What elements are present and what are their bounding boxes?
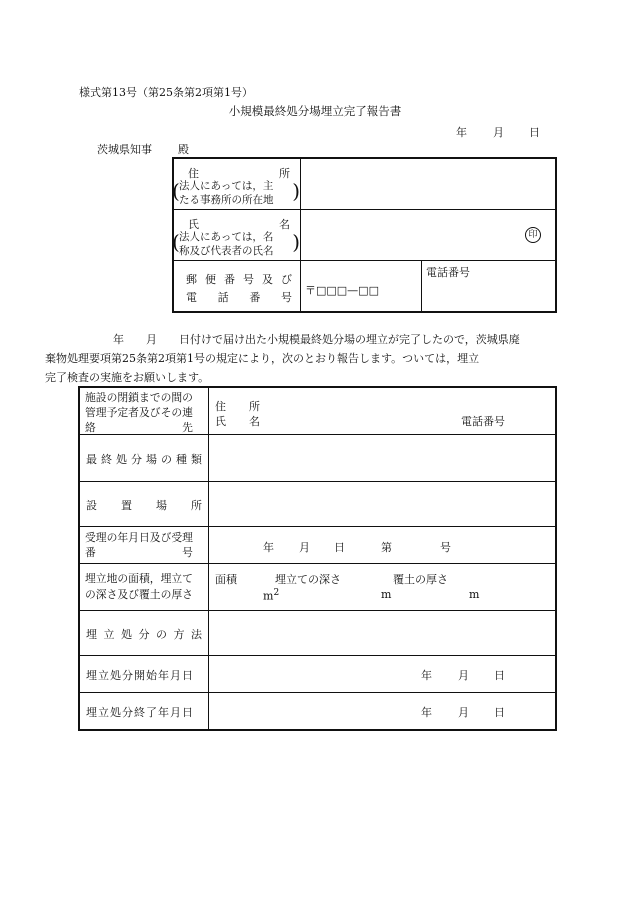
facility-type-label-cell [79,435,209,482]
postal-label-line1 [186,271,292,287]
location-row [79,482,556,527]
receipt-go: 号 [440,541,451,554]
label-char: 法 [191,628,202,641]
report-paragraph [45,330,557,387]
facility-type-value-cell[interactable] [209,435,557,482]
area-value-cell[interactable] [209,564,557,611]
manager-row [79,387,556,435]
paren-left: ( [172,230,180,254]
cover-unit: m [469,588,480,601]
manager-label [85,390,193,435]
postal-label-cell [173,261,301,313]
manager-phone-label: 電話番号 [461,415,505,428]
manager-label-1: 施設の閉鎖までの間の [85,391,193,404]
label-char: 場 [146,453,157,466]
method-label [86,626,202,642]
label-char: 終 [101,453,112,466]
label-char: 所 [191,499,202,512]
start-month: 月 [458,669,469,682]
label-char: 電 [186,291,197,304]
facility-type-row [79,435,556,482]
area-row [79,564,556,611]
paragraph-line2: 棄物処理要項第25条第2項第1号の規定により，次のとおり報告します。ついては，埋立 [45,352,480,365]
paren-right: ) [292,179,300,203]
manager-label-3: 絡 先 [85,421,193,434]
name-label-1: 氏 [188,218,199,231]
end-date-label: 埋立処分終了年月日 [86,706,194,719]
receipt-month: 月 [299,541,310,554]
postal-code-value: 〒□□□—□□ [305,284,379,297]
area-unit-m: m [263,589,274,603]
method-value-cell[interactable] [209,611,557,656]
receipt-label-1: 受理の年月日及び受理 [85,531,193,544]
end-year: 年 [421,706,432,719]
manager-label-2: 管理予定者及びその連 [85,406,193,419]
label-char: 話 [217,291,229,304]
phone-value-cell[interactable] [422,261,557,313]
address-sub-2: たる事務所の所在地 [179,194,274,206]
facility-type-label [86,451,202,467]
label-char: 最 [86,453,97,466]
postal-value-cell[interactable] [301,261,422,313]
date-month: 月 [493,126,504,139]
postal-label-line2 [186,289,292,305]
receipt-year: 年 [263,541,274,554]
label-char: 分 [131,453,142,466]
label-char: 場 [156,499,167,512]
label-char: 番 [224,273,235,286]
receipt-label-cell [79,527,209,564]
label-char: 番 [249,291,261,304]
receipt-value-cell[interactable] [209,527,557,564]
seal-mark: 印 [525,227,541,243]
label-char: 設 [86,499,97,512]
label-char: の [161,453,172,466]
details-table [78,386,557,731]
address-sub [179,179,274,207]
manager-address-2: 所 [249,400,260,413]
paragraph-line1: 年 月 日付けで届け出た小規模最終処分場の埋立が完了したので，茨城県廃 [113,333,520,346]
method-label-cell [79,611,209,656]
label-char: 類 [191,453,202,466]
address-sub-1: 法人にあっては，主 [179,180,274,192]
end-date-label-cell [79,693,209,731]
start-date-label: 埋立処分開始年月日 [86,669,194,682]
name-sub [179,230,274,258]
label-char: 号 [243,273,254,286]
address-label-1: 住 [188,167,199,180]
name-sub-2: 称及び代表者の氏名 [179,245,274,257]
paren-left: ( [172,179,180,203]
addressee-name: 茨城県知事 [97,143,152,156]
label-char: 立 [103,628,115,641]
depth-label-text: 埋立ての深さ [275,573,341,586]
addressee-honorific: 殿 [178,143,189,156]
paren-right: ) [292,230,300,254]
area-label-text: 面積 [215,573,237,586]
manager-address-1: 住 [215,400,226,413]
manager-name-2: 名 [249,415,260,428]
date-day: 日 [529,126,540,139]
area-label [85,571,193,603]
receipt-label [85,530,193,560]
date-year: 年 [456,126,467,139]
manager-label-cell [79,387,209,435]
name-sub-1: 法人にあっては，名 [179,231,274,243]
address-label-2: 所 [279,167,290,180]
area-label-cell [79,564,209,611]
name-row [173,210,556,261]
label-char: 種 [176,453,187,466]
start-date-row [79,656,556,693]
name-label-cell [173,210,301,261]
address-label-cell [173,158,301,210]
cover-label-text: 覆土の厚さ [393,573,448,586]
start-date-label-cell [79,656,209,693]
label-char: 便 [205,273,216,286]
label-char: 郵 [186,273,197,286]
label-char: 分 [138,628,150,641]
end-day: 日 [494,706,505,719]
label-char: び [281,273,292,286]
address-value-cell[interactable] [301,158,557,210]
receipt-dai: 第 [381,541,392,554]
label-char: 及 [262,273,273,286]
label-char: の [156,628,167,641]
location-label-cell [79,482,209,527]
form-number: 様式第13号（第25条第2項第1号） [79,86,253,99]
receipt-label-2: 番 号 [85,546,193,559]
receipt-day: 日 [334,541,345,554]
manager-value-cell[interactable] [209,387,557,435]
address-row [173,158,556,210]
area-unit-sup: 2 [273,588,280,598]
applicant-table [172,157,557,313]
label-char: 処 [121,628,132,641]
name-value-cell[interactable] [301,210,557,261]
label-char: 置 [121,499,132,512]
area-label-1: 埋立地の面積，埋立て [85,572,193,585]
label-char: 処 [116,453,127,466]
receipt-row [79,527,556,564]
start-date-value-cell[interactable] [209,656,557,693]
start-day: 日 [494,669,505,682]
end-month: 月 [458,706,469,719]
addressee [97,141,189,157]
name-label-2: 名 [279,218,290,231]
method-row [79,611,556,656]
location-value-cell[interactable] [209,482,557,527]
postal-row [173,261,556,313]
label-char: 方 [173,628,185,641]
label-char: 号 [280,291,292,304]
end-date-row [79,693,556,731]
start-year: 年 [421,669,432,682]
location-label [86,497,202,513]
area-unit [263,588,279,603]
depth-unit: m [381,588,392,601]
label-char: 埋 [86,628,97,641]
manager-name-1: 氏 [215,415,226,428]
area-label-2: の深さ及び覆土の厚さ [85,588,193,601]
document-title: 小規模最終処分場埋立完了報告書 [228,104,402,118]
paragraph-line3: 完了検査の実施をお願いします。 [45,371,210,384]
end-date-value-cell[interactable] [209,693,557,731]
phone-label: 電話番号 [426,266,470,279]
